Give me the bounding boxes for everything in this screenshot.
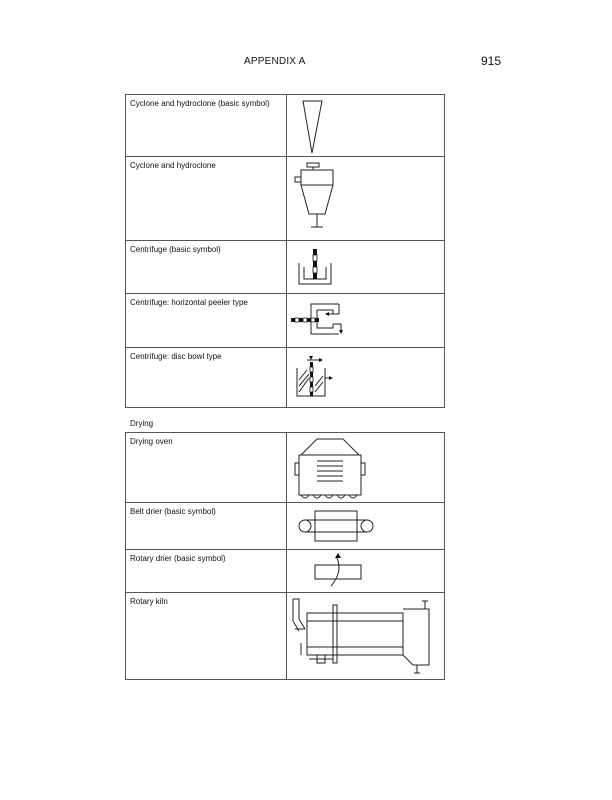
row-label: Cyclone and hydroclone (basic symbol) [126, 95, 287, 157]
symbol-cell [287, 550, 445, 593]
centrifuge-disc-bowl-icon [287, 348, 444, 408]
table-row [126, 348, 445, 408]
table-row [126, 294, 445, 348]
row-label: Centrifuge (basic symbol) [126, 241, 287, 294]
table-row [126, 550, 445, 593]
table-row [126, 433, 445, 503]
centrifuge-peeler-icon [287, 294, 444, 348]
symbol-cell [287, 348, 445, 408]
section-heading-drying: Drying [130, 419, 154, 428]
rotary-drier-icon [287, 550, 444, 593]
table-row [126, 503, 445, 550]
row-label: Rotary drier (basic symbol) [126, 550, 287, 593]
symbol-cell [287, 157, 445, 241]
row-label: Centrifuge: disc bowl type [126, 348, 287, 408]
symbol-cell [287, 241, 445, 294]
centrifuge-basic-icon [287, 241, 444, 294]
page-number: 915 [481, 54, 502, 68]
symbol-cell [287, 433, 445, 503]
drying-symbols-table [125, 432, 445, 680]
rotary-kiln-icon [287, 593, 444, 680]
symbol-cell [287, 294, 445, 348]
table-row [126, 157, 445, 241]
drying-oven-icon [287, 433, 444, 503]
row-label: Rotary kiln [126, 593, 287, 680]
symbol-cell [287, 593, 445, 680]
separation-symbols-table [125, 94, 445, 408]
header-title: APPENDIX A [244, 56, 306, 67]
table-row [126, 593, 445, 680]
belt-drier-icon [287, 503, 444, 550]
row-label: Drying oven [126, 433, 287, 503]
symbol-cell [287, 95, 445, 157]
row-label: Centrifuge: horizontal peeler type [126, 294, 287, 348]
row-label: Cyclone and hydroclone [126, 157, 287, 241]
row-label: Belt drier (basic symbol) [126, 503, 287, 550]
table-row [126, 95, 445, 157]
symbol-cell [287, 503, 445, 550]
cyclone-icon [287, 157, 444, 241]
table-row [126, 241, 445, 294]
cyclone-basic-icon [287, 95, 444, 157]
